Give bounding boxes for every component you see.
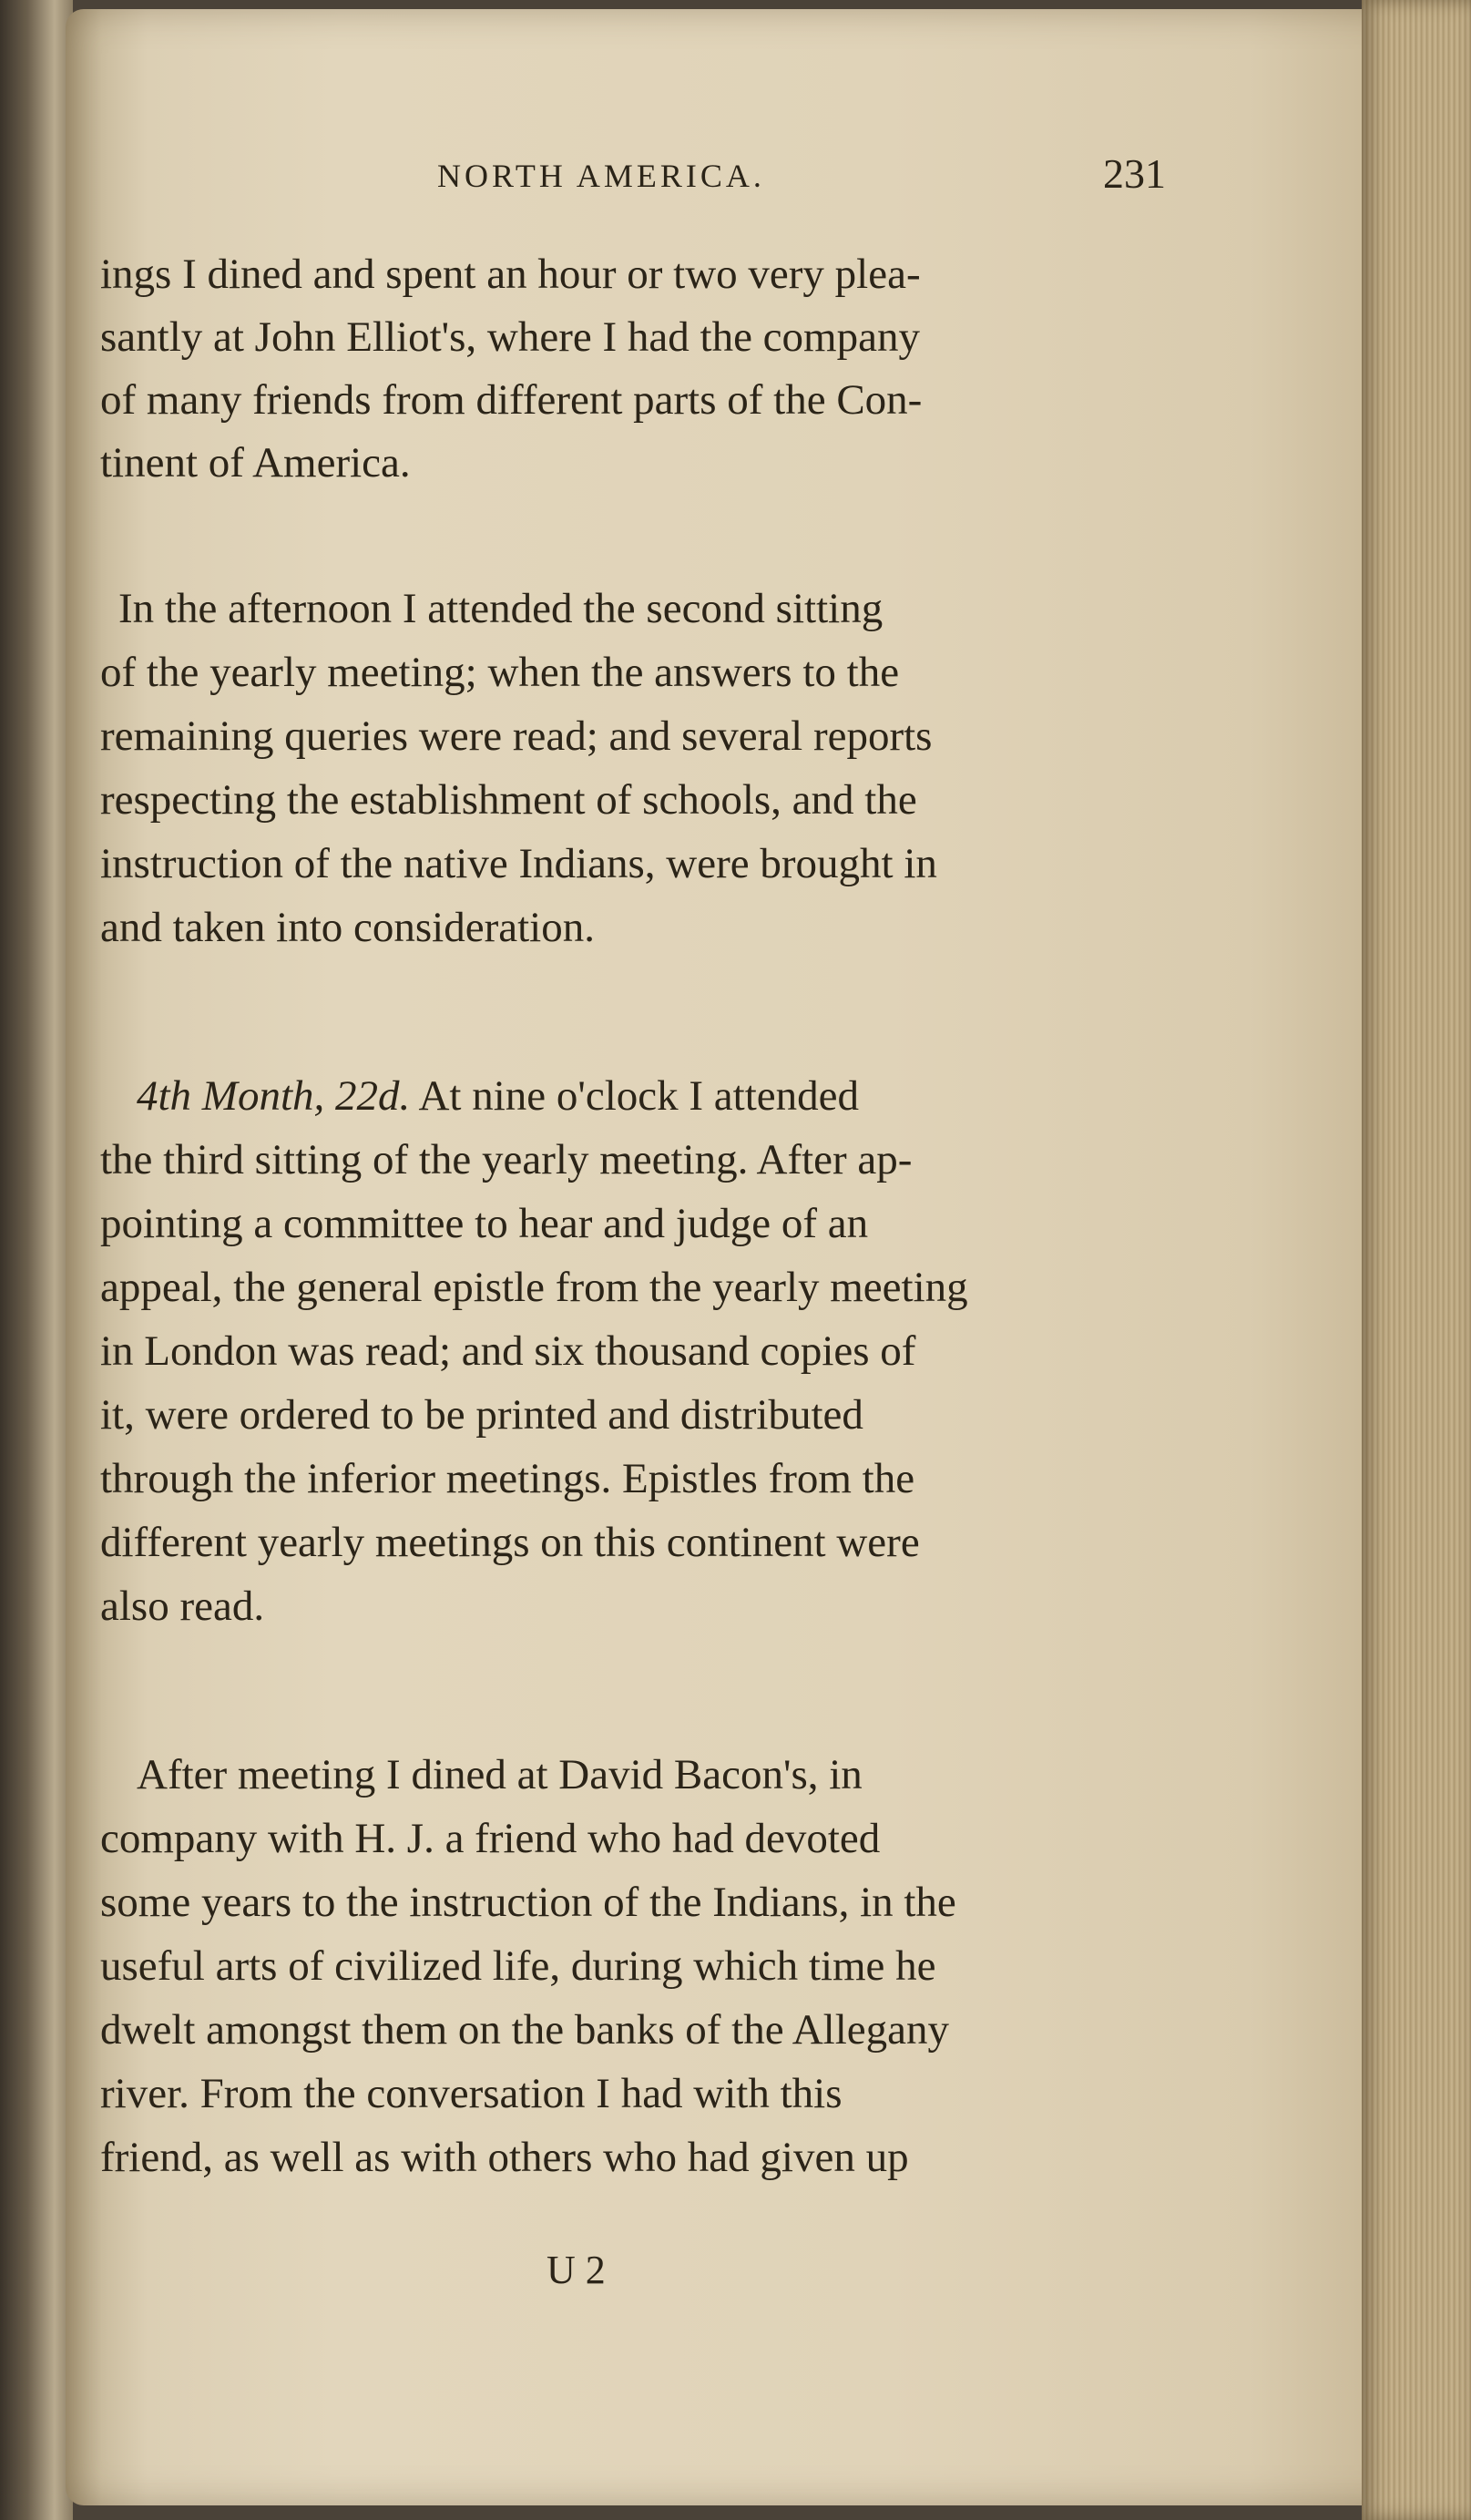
facing-page-edge [0,0,73,2520]
text-line: appeal, the general epistle from the yearly meeting [100,1264,968,1311]
text-line: remaining queries were read; and several reports [100,712,933,760]
running-head [437,150,1166,202]
text-line: friend, as well as with others who had given up [100,2134,909,2181]
text-line: respecting the establishment of schools, and the [100,776,917,824]
text-line: through the inferior meetings. Epistles from the [100,1455,915,1502]
text-line: and taken into consideration. [100,904,595,951]
text-line: instruction of the native Indians, were brought in [100,840,937,887]
text-line: in London was read; and six thousand copies of [100,1327,916,1375]
signature-mark: U 2 [547,2248,606,2292]
text-segment: At nine o'clock I attended [418,1072,859,1120]
text-line: some years to the instruction of the Indians, in the [100,1879,956,1926]
text-line: tinent of America. [100,439,411,487]
text-line: In the afternoon I attended the second sitting [118,585,884,632]
text-line: useful arts of civilized life, during which time he [100,1942,936,1990]
text-line: ings I dined and spent an hour or two very plea- [100,251,921,298]
page-fore-edge [1362,0,1471,2520]
text-line: santly at John Elliot's, where I had the company [100,313,920,361]
text-line: different yearly meetings on this continent were [100,1519,920,1566]
text-line: also read. [100,1583,265,1630]
text-line [137,1072,859,1120]
text-line: river. From the conversation I had with this [100,2070,843,2117]
running-title: NORTH AMERICA. [437,158,765,194]
page-number: 231 [1103,150,1166,197]
text-line: pointing a committee to hear and judge of an [100,1200,869,1247]
entry-date: 4th Month, 22d. [137,1072,411,1120]
text-line: the third sitting of the yearly meeting. After ap- [100,1136,913,1183]
text-line: dwelt amongst them on the banks of the Allegany [100,2006,949,2054]
text-line: After meeting I dined at David Bacon's, in [137,1751,863,1798]
text-line: company with H. J. a friend who had devoted [100,1815,881,1862]
text-line: of many friends from different parts of the Con- [100,376,923,424]
text-line: it, were ordered to be printed and distributed [100,1391,863,1439]
text-line: of the yearly meeting; when the answers to the [100,649,900,696]
